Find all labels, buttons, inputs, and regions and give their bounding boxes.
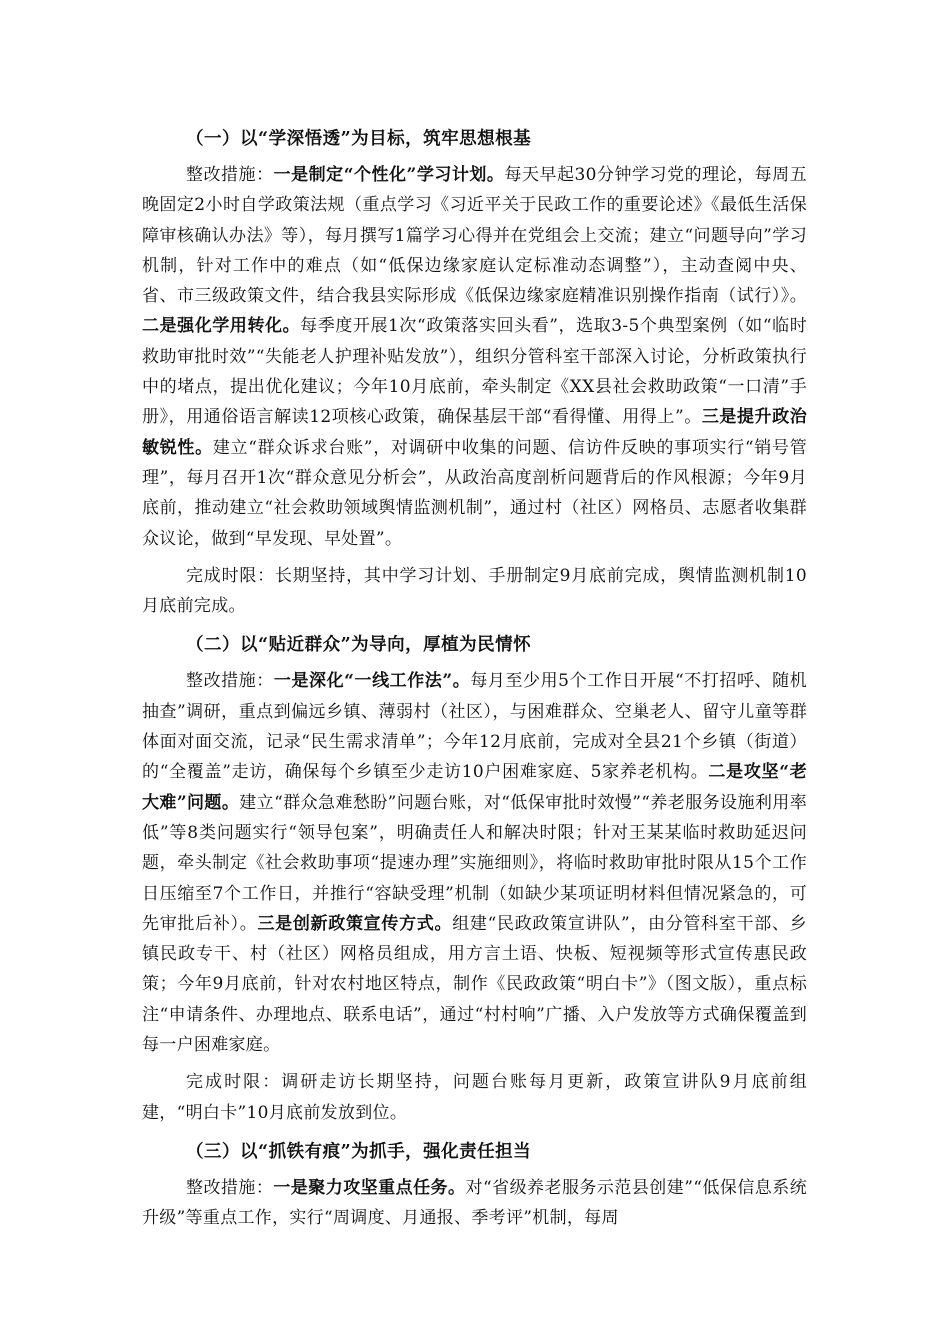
measure-1-title: 一是聚力攻坚重点任务。 bbox=[273, 1177, 466, 1198]
measures-lead: 整改措施： bbox=[186, 671, 274, 692]
measure-1-text: 每月至少用5个工作日开展“不打招呼、随机抽查”调研，重点到偏远乡镇、薄弱村（社区），与困难群众、空巢老人、留守儿童等群体面对面交流，记录“民生需求清单”；今年12月底前，完成对全县21个乡镇（街道）的“全覆盖”走访，确保每个乡镇至少走访10户困难家庭、5家养老机构。 bbox=[142, 671, 808, 783]
measure-2-title: 二是攻坚“老大难”问题。 bbox=[142, 762, 808, 813]
measures-lead: 整改措施： bbox=[186, 1177, 274, 1198]
section-1-measures bbox=[142, 160, 807, 554]
document-body bbox=[142, 122, 807, 1234]
measure-3-title: 三是提升政治敏锐性。 bbox=[142, 407, 807, 458]
measures-lead: 整改措施： bbox=[186, 165, 274, 185]
section-3-measures bbox=[142, 1173, 807, 1234]
measure-2-text: 每季度开展1次“政策落实回头看”，选取3-5个典型案例（如“临时救助审批时效”“失能老人护理补贴发放”），组织分管科室干部深入讨论，分析政策执行中的堵点，提出优化建议；今年10月底前，牵头制定《XX县社会救助政策“一口清”手册》，用通俗语言解读12项核心政策，确保基层干部“看得懂、用得上”。 bbox=[142, 316, 807, 428]
section-2-measures bbox=[142, 666, 807, 1060]
section-2-deadline: 完成时限：调研走访长期坚持，问题台账每月更新，政策宣讲队9月底前组建，“明白卡”10月底前发放到位。 bbox=[142, 1072, 807, 1123]
measure-3-title: 三是创新政策宣传方式。 bbox=[257, 913, 453, 934]
section-heading-1: （一）以“学深悟透”为目标，筑牢思想根基 bbox=[186, 129, 532, 149]
section-heading-3: （三）以“抓铁有痕”为抓手，强化责任担当 bbox=[186, 1141, 532, 1162]
measure-2-title: 二是强化学用转化。 bbox=[142, 316, 301, 337]
measure-1-title: 一是深化“一线工作法”。 bbox=[273, 671, 471, 692]
measure-1-text: 对“省级养老服务示范县创建”“低保信息系统升级”等重点工作，实行“周调度、月通报、季考评”机制，每周 bbox=[142, 1177, 808, 1229]
measure-1-title: 一是制定“个性化”学习计划。 bbox=[273, 165, 505, 185]
measure-3-text: 组建“民政政策宣讲队”，由分管科室干部、乡镇民政专干、村（社区）网格员组成，用方言土语、快板、短视频等形式宣传惠民政策；今年9月底前，针对农村地区特点，制作《民政政策“明白卡”》（图文版），重点标注“申请条件、办理地点、联系电话”，通过“村村响”广播、入户发放等方式确保覆盖到每一户困难家庭。 bbox=[142, 913, 807, 1056]
measure-3-text: 建立“群众诉求台账”，对调研中收集的问题、信访件反映的事项实行“销号管理”，每月召开1次“群众意见分析会”，从政治高度剖析问题背后的作风根源；今年9月底前，推动建立“社会救助领域舆情监测机制”，通过村（社区）网格员、志愿者收集群众议论，做到“早发现、早处置”。 bbox=[142, 437, 808, 549]
measure-2-text: 建立“群众急难愁盼”问题台账，对“低保审批时效慢”“养老服务设施利用率低”等8类问题实行“领导包案”，明确责任人和解决时限；针对王某某临时救助延迟问题，牵头制定《社会救助事项“提速办理”实施细则》，将临时救助审批时限从15个工作日压缩至7个工作日，并推行“容缺受理”机制（如缺少某项证明材料但情况紧急的，可先审批后补）。 bbox=[142, 792, 807, 934]
measure-1-text: 每天早起30分钟学习党的理论，每周五晚固定2小时自学政策法规（重点学习《习近平关于民政工作的重要论述》《最低生活保障审核确认办法》等），每月撰写1篇学习心得并在党组会上交流；建立“问题导向”学习机制，针对工作中的难点（如“低保边缘家庭认定标准动态调整”），主动查阅中央、省、市三级政策文件，结合我县实际形成《低保边缘家庭精准识别操作指南（试行）》。 bbox=[142, 165, 808, 307]
section-heading-2: （二）以“贴近群众”为导向，厚植为民情怀 bbox=[186, 635, 532, 656]
section-1-deadline: 完成时限：长期坚持，其中学习计划、手册制定9月底前完成，舆情监测机制10月底前完成。 bbox=[142, 565, 807, 617]
